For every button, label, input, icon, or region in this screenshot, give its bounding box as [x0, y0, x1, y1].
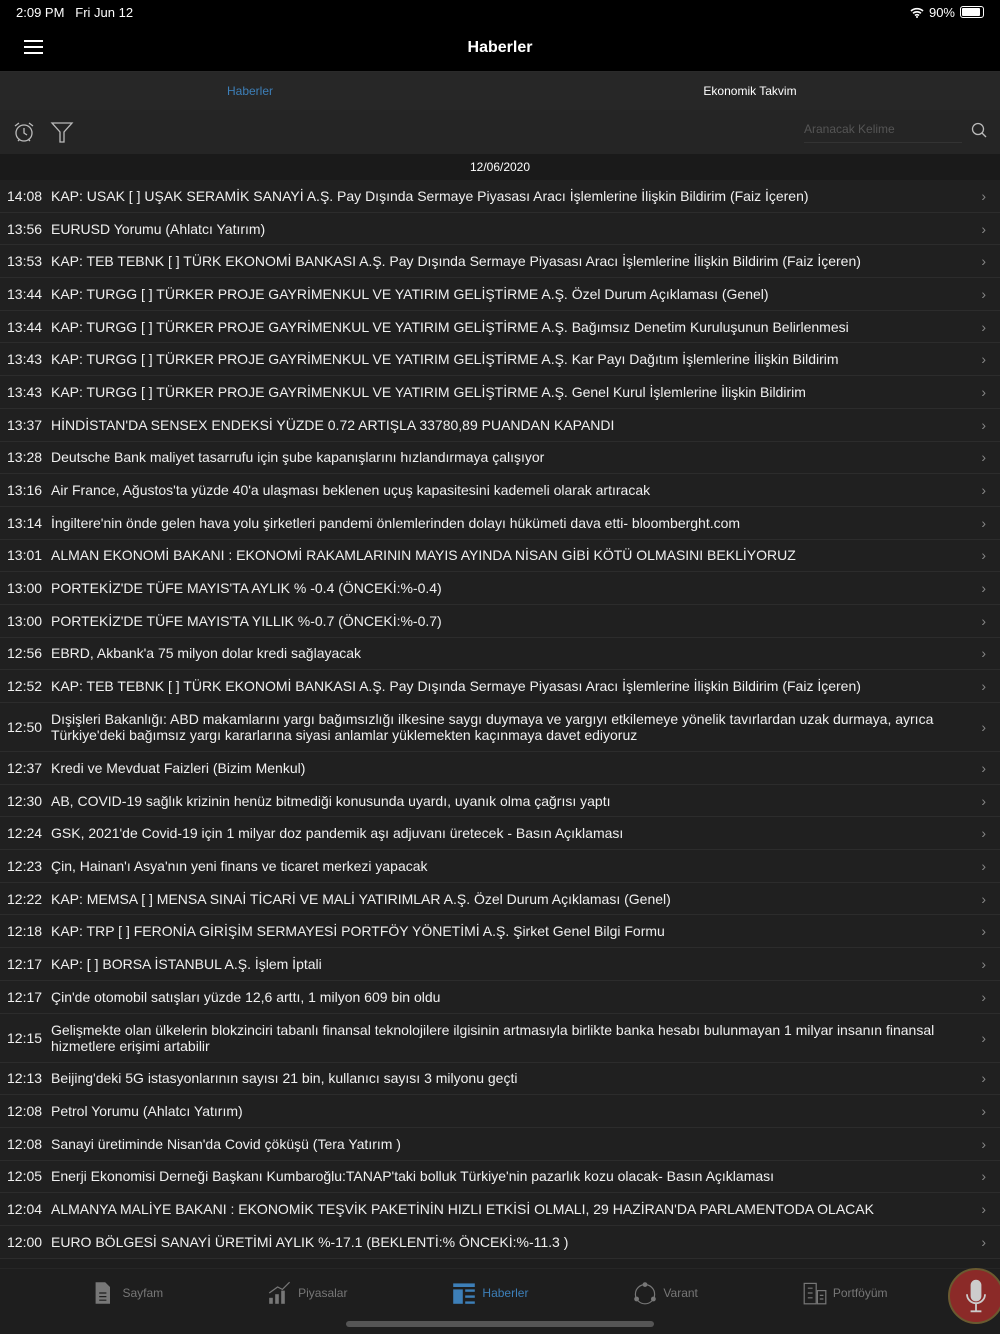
news-time: 12:23 [7, 857, 43, 874]
chevron-right-icon: › [981, 857, 986, 874]
hamburger-menu-icon[interactable] [24, 40, 43, 54]
news-time: 12:50 [7, 719, 43, 735]
news-headline: EURUSD Yorumu (Ahlatcı Yatırım) [51, 220, 266, 237]
news-row[interactable] [0, 915, 1000, 948]
chevron-right-icon: › [981, 645, 986, 662]
news-headline: Enerji Ekonomisi Derneği Başkanı Kumbaroğlu:TANAP'taki bolluk Türkiye'nin pazarlık kozu olacak- Basın Açıklaması [51, 1168, 775, 1185]
news-row[interactable] [0, 883, 1000, 916]
bottom-tab-label: Portföyüm [832, 1286, 888, 1300]
news-row[interactable] [0, 785, 1000, 818]
bottom-tab-portfym[interactable] [803, 1281, 888, 1305]
toolbar [0, 110, 1000, 154]
bottom-tab-sayfam[interactable] [92, 1281, 163, 1305]
microphone-button[interactable] [948, 1268, 1000, 1324]
microphone-icon [965, 1278, 987, 1314]
news-row[interactable] [0, 1128, 1000, 1161]
news-row[interactable] [0, 343, 1000, 376]
chevron-right-icon: › [981, 1029, 986, 1046]
news-headline: EURO BÖLGESİ SANAYİ ÜRETİMİ AYLIK %-17.1 (BEKLENTİ:% ÖNCEKİ:%-11.3 ) [51, 1233, 569, 1250]
news-time: 13:00 [7, 612, 43, 629]
news-headline: KAP: USAK [ ] UŞAK SERAMİK SANAYİ A.Ş. Pay Dışında Sermaye Piyasası Aracı İşlemlerine İlişkin Bildirim (Faiz İçeren) [51, 187, 809, 204]
chart-icon [268, 1281, 292, 1305]
news-row[interactable] [0, 278, 1000, 311]
news-time: 12:17 [7, 955, 43, 972]
news-row[interactable] [0, 670, 1000, 703]
chevron-right-icon: › [981, 253, 986, 270]
news-headline: Sanayi üretiminde Nisan'da Covid çöküşü (Tera Yatırım ) [51, 1135, 401, 1152]
bottom-tab-label: Piyasalar [298, 1286, 348, 1300]
news-time: 12:08 [7, 1135, 43, 1152]
news-headline: Beijing'deki 5G istasyonlarının sayısı 21 bin, kullanıcı sayısı 3 milyonu geçti [51, 1070, 518, 1087]
news-headline: Gelişmekte olan ülkelerin blokzinciri tabanlı finansal teknolojilere ilgisinin artmasıyla birlikte banka hesabı bulunmayan 1 milyar insanın finansal hizmetlere erişimi artabilir [51, 1021, 935, 1054]
battery-icon [960, 6, 984, 18]
chevron-right-icon: › [981, 1168, 986, 1185]
filter-icon[interactable] [50, 120, 74, 144]
bottom-tab-bar [0, 1268, 1000, 1334]
news-headline: İngiltere'nin önde gelen hava yolu şirketleri pandemi önlemlerinden dolayı hükümeti dava etti- bloomberght.com [51, 514, 741, 531]
date-header: 12/06/2020 [0, 154, 1000, 180]
news-time: 13:53 [7, 253, 43, 270]
news-row[interactable] [0, 540, 1000, 573]
news-headline: KAP: [ ] BORSA İSTANBUL A.Ş. İşlem İptali [51, 955, 322, 972]
chevron-right-icon: › [981, 580, 986, 597]
chevron-right-icon: › [981, 1201, 986, 1218]
news-headline: ALMANYA MALİYE BAKANI : EKONOMİK TEŞVİK PAKETİNİN HIZLI ETKİSİ OLMALI, 29 HAZİRAN'DA PARLAMENTODA OLACAK [51, 1201, 874, 1218]
chevron-right-icon: › [981, 988, 986, 1005]
chevron-right-icon: › [981, 955, 986, 972]
battery-percent: 90% [928, 4, 955, 20]
news-time: 12:22 [7, 890, 43, 907]
bottom-tab-label: Haberler [482, 1286, 529, 1300]
news-row[interactable] [0, 213, 1000, 246]
news-headline: PORTEKİZ'DE TÜFE MAYIS'TA YILLIK %-0.7 (ÖNCEKİ:%-0.7) [51, 612, 442, 629]
news-row[interactable] [0, 1226, 1000, 1259]
building-icon [803, 1281, 827, 1305]
news-row[interactable] [0, 638, 1000, 671]
news-headline: KAP: TURGG [ ] TÜRKER PROJE GAYRİMENKUL VE YATIRIM GELİŞTİRME A.Ş. Genel Kurul İşlemlerine İlişkin Bildirim [51, 383, 806, 400]
news-time: 13:16 [7, 482, 43, 499]
bottom-tab-piyasalar[interactable] [268, 1281, 347, 1305]
chevron-right-icon: › [981, 890, 986, 907]
tab-ekonomik-takvim[interactable]: Ekonomik Takvim [703, 84, 797, 98]
news-time: 12:08 [7, 1103, 43, 1120]
wifi-icon [910, 7, 924, 18]
news-time: 13:01 [7, 547, 43, 564]
news-time: 12:00 [7, 1233, 43, 1250]
news-headline: KAP: TEB TEBNK [ ] TÜRK EKONOMİ BANKASI A.Ş. Pay Dışında Sermaye Piyasası Aracı İşlemlerine İlişkin Bildirim (Faiz İçeren) [51, 253, 861, 270]
bottom-tab-label: Sayfam [122, 1286, 164, 1300]
chevron-right-icon: › [981, 547, 986, 564]
nav-bar [0, 24, 1000, 72]
chevron-right-icon: › [981, 1070, 986, 1087]
news-time: 13:56 [7, 220, 43, 237]
news-row[interactable] [0, 311, 1000, 344]
news-time: 13:43 [7, 351, 43, 368]
news-time: 13:44 [7, 285, 43, 302]
news-list [0, 180, 1000, 1259]
news-row[interactable] [0, 948, 1000, 981]
news-headline: KAP: TEB TEBNK [ ] TÜRK EKONOMİ BANKASI A.Ş. Pay Dışında Sermaye Piyasası Aracı İşlemlerine İlişkin Bildirim (Faiz İçeren) [51, 678, 861, 695]
status-time: 2:09 PM [16, 4, 65, 20]
news-headline: Çin'de otomobil satışları yüzde 12,6 arttı, 1 milyon 609 bin oldu [51, 988, 441, 1005]
news-row[interactable] [0, 703, 1000, 752]
news-row[interactable] [0, 409, 1000, 442]
news-time: 13:37 [7, 416, 43, 433]
news-icon [452, 1281, 476, 1305]
chevron-right-icon: › [981, 383, 986, 400]
news-row[interactable] [0, 474, 1000, 507]
news-headline: Air France, Ağustos'ta yüzde 40'a ulaşması beklenen uçuş kapasitesini kademeli olarak artıracak [51, 482, 651, 499]
news-time: 12:17 [7, 988, 43, 1005]
news-time: 12:37 [7, 759, 43, 776]
chevron-right-icon: › [981, 825, 986, 842]
news-row[interactable] [0, 180, 1000, 213]
news-time: 13:00 [7, 580, 43, 597]
news-headline: KAP: TURGG [ ] TÜRKER PROJE GAYRİMENKUL VE YATIRIM GELİŞTİRME A.Ş. Özel Durum Açıklaması (Genel) [51, 285, 769, 302]
tab-haberler[interactable]: Haberler [226, 84, 274, 98]
search-input[interactable] [804, 116, 962, 143]
chevron-right-icon: › [981, 482, 986, 499]
news-row[interactable] [0, 752, 1000, 785]
news-time: 12:30 [7, 792, 43, 809]
news-headline: KAP: TRP [ ] FERONİA GİRİŞİM SERMAYESİ PORTFÖY YÖNETİMİ A.Ş. Şirket Genel Bilgi Formu [51, 923, 665, 940]
news-headline: PORTEKİZ'DE TÜFE MAYIS'TA AYLIK % -0.4 (ÖNCEKİ:%-0.4) [51, 580, 442, 597]
home-indicator [346, 1321, 654, 1327]
chevron-right-icon: › [981, 1233, 986, 1250]
bottom-tab-haberler[interactable] [452, 1281, 528, 1305]
news-row[interactable] [0, 376, 1000, 409]
chevron-right-icon: › [981, 1103, 986, 1120]
chevron-right-icon: › [981, 285, 986, 302]
segment-tabs [0, 72, 1000, 110]
news-time: 12:15 [7, 1029, 43, 1046]
chevron-right-icon: › [981, 759, 986, 776]
chevron-right-icon: › [981, 1135, 986, 1152]
news-headline: Deutsche Bank maliyet tasarrufu için şube kapanışlarını hızlandırmaya çalışıyor [51, 449, 545, 466]
news-row[interactable] [0, 507, 1000, 540]
news-time: 13:28 [7, 449, 43, 466]
news-row[interactable] [0, 1063, 1000, 1096]
news-row[interactable] [0, 245, 1000, 278]
news-headline: KAP: TURGG [ ] TÜRKER PROJE GAYRİMENKUL VE YATIRIM GELİŞTİRME A.Ş. Kar Payı Dağıtım İşlemlerine İlişkin Bildirim [51, 351, 839, 368]
news-row[interactable] [0, 1193, 1000, 1226]
news-row[interactable] [0, 1161, 1000, 1194]
news-headline: Kredi ve Mevduat Faizleri (Bizim Menkul) [51, 759, 306, 776]
news-headline: GSK, 2021'de Covid-19 için 1 milyar doz pandemik aşı adjuvanı üretecek - Basın Açıklaması [51, 825, 624, 842]
chevron-right-icon: › [981, 318, 986, 335]
news-headline: KAP: MEMSA [ ] MENSA SINAİ TİCARİ VE MALİ YATIRIMLAR A.Ş. Özel Durum Açıklaması (Genel) [51, 890, 671, 907]
news-headline: EBRD, Akbank'a 75 milyon dolar kredi sağlayacak [51, 645, 362, 662]
bottom-tab-label: Varant [663, 1286, 698, 1300]
news-time: 13:44 [7, 318, 43, 335]
news-row[interactable] [0, 981, 1000, 1014]
news-row[interactable] [0, 817, 1000, 850]
news-row[interactable] [0, 850, 1000, 883]
news-row[interactable] [0, 1095, 1000, 1128]
news-time: 12:18 [7, 923, 43, 940]
news-headline: Petrol Yorumu (Ahlatcı Yatırım) [51, 1103, 243, 1120]
alarm-clock-icon[interactable] [12, 120, 36, 144]
chevron-right-icon: › [981, 449, 986, 466]
news-time: 14:08 [7, 187, 43, 204]
chevron-right-icon: › [981, 923, 986, 940]
search-box [804, 116, 988, 143]
chevron-right-icon: › [981, 416, 986, 433]
chevron-right-icon: › [981, 612, 986, 629]
document-icon [92, 1281, 116, 1305]
chevron-right-icon: › [981, 792, 986, 809]
news-headline: Dışişleri Bakanlığı: ABD makamlarını yargı bağımsızlığı ilkesine saygı duymaya ve yargıyı etkilemeye yönelik tavırlardan uzak durmaya, ayrıca Türkiye'deki bağımsız yargı kararlarına siyasi anlamlar yüklemekten kaçınmaya davet ediyoruz [51, 711, 934, 743]
news-headline: Çin, Hainan'ı Asya'nın yeni finans ve ticaret merkezi yapacak [51, 857, 428, 874]
news-time: 12:56 [7, 645, 43, 662]
page-title: Haberler [467, 38, 533, 56]
news-headline: KAP: TURGG [ ] TÜRKER PROJE GAYRİMENKUL VE YATIRIM GELİŞTİRME A.Ş. Bağımsız Denetim Kuruluşunun Belirlenmesi [51, 318, 849, 335]
news-headline: HİNDİSTAN'DA SENSEX ENDEKSİ YÜZDE 0.72 ARTIŞLA 33780,89 PUANDAN KAPANDI [51, 416, 615, 433]
status-date: Fri Jun 12 [75, 4, 134, 20]
news-time: 13:14 [7, 514, 43, 531]
chevron-right-icon: › [981, 514, 986, 531]
news-time: 12:24 [7, 825, 43, 842]
chevron-right-icon: › [981, 351, 986, 368]
news-headline: ALMAN EKONOMİ BAKANI : EKONOMİ RAKAMLARININ MAYIS AYINDA NİSAN GİBİ KÖTÜ OLMASINI BEKLİYORUZ [51, 547, 796, 564]
chevron-right-icon: › [981, 220, 986, 237]
news-time: 12:13 [7, 1070, 43, 1087]
news-row[interactable] [0, 442, 1000, 475]
bottom-tab-varant[interactable] [633, 1281, 697, 1305]
search-icon[interactable] [970, 121, 988, 139]
news-time: 13:43 [7, 383, 43, 400]
news-time: 12:05 [7, 1168, 43, 1185]
chevron-right-icon: › [981, 719, 986, 735]
news-row[interactable] [0, 605, 1000, 638]
status-bar [0, 0, 1000, 24]
news-headline: AB, COVID-19 sağlık krizinin henüz bitmediği konusunda uyardı, uyanık olma çağrısı yaptı [51, 792, 611, 809]
news-time: 12:52 [7, 678, 43, 695]
chevron-right-icon: › [981, 678, 986, 695]
chevron-right-icon: › [981, 187, 986, 204]
cycle-icon [633, 1281, 657, 1305]
news-row[interactable] [0, 1014, 1000, 1063]
news-row[interactable] [0, 572, 1000, 605]
news-time: 12:04 [7, 1201, 43, 1218]
